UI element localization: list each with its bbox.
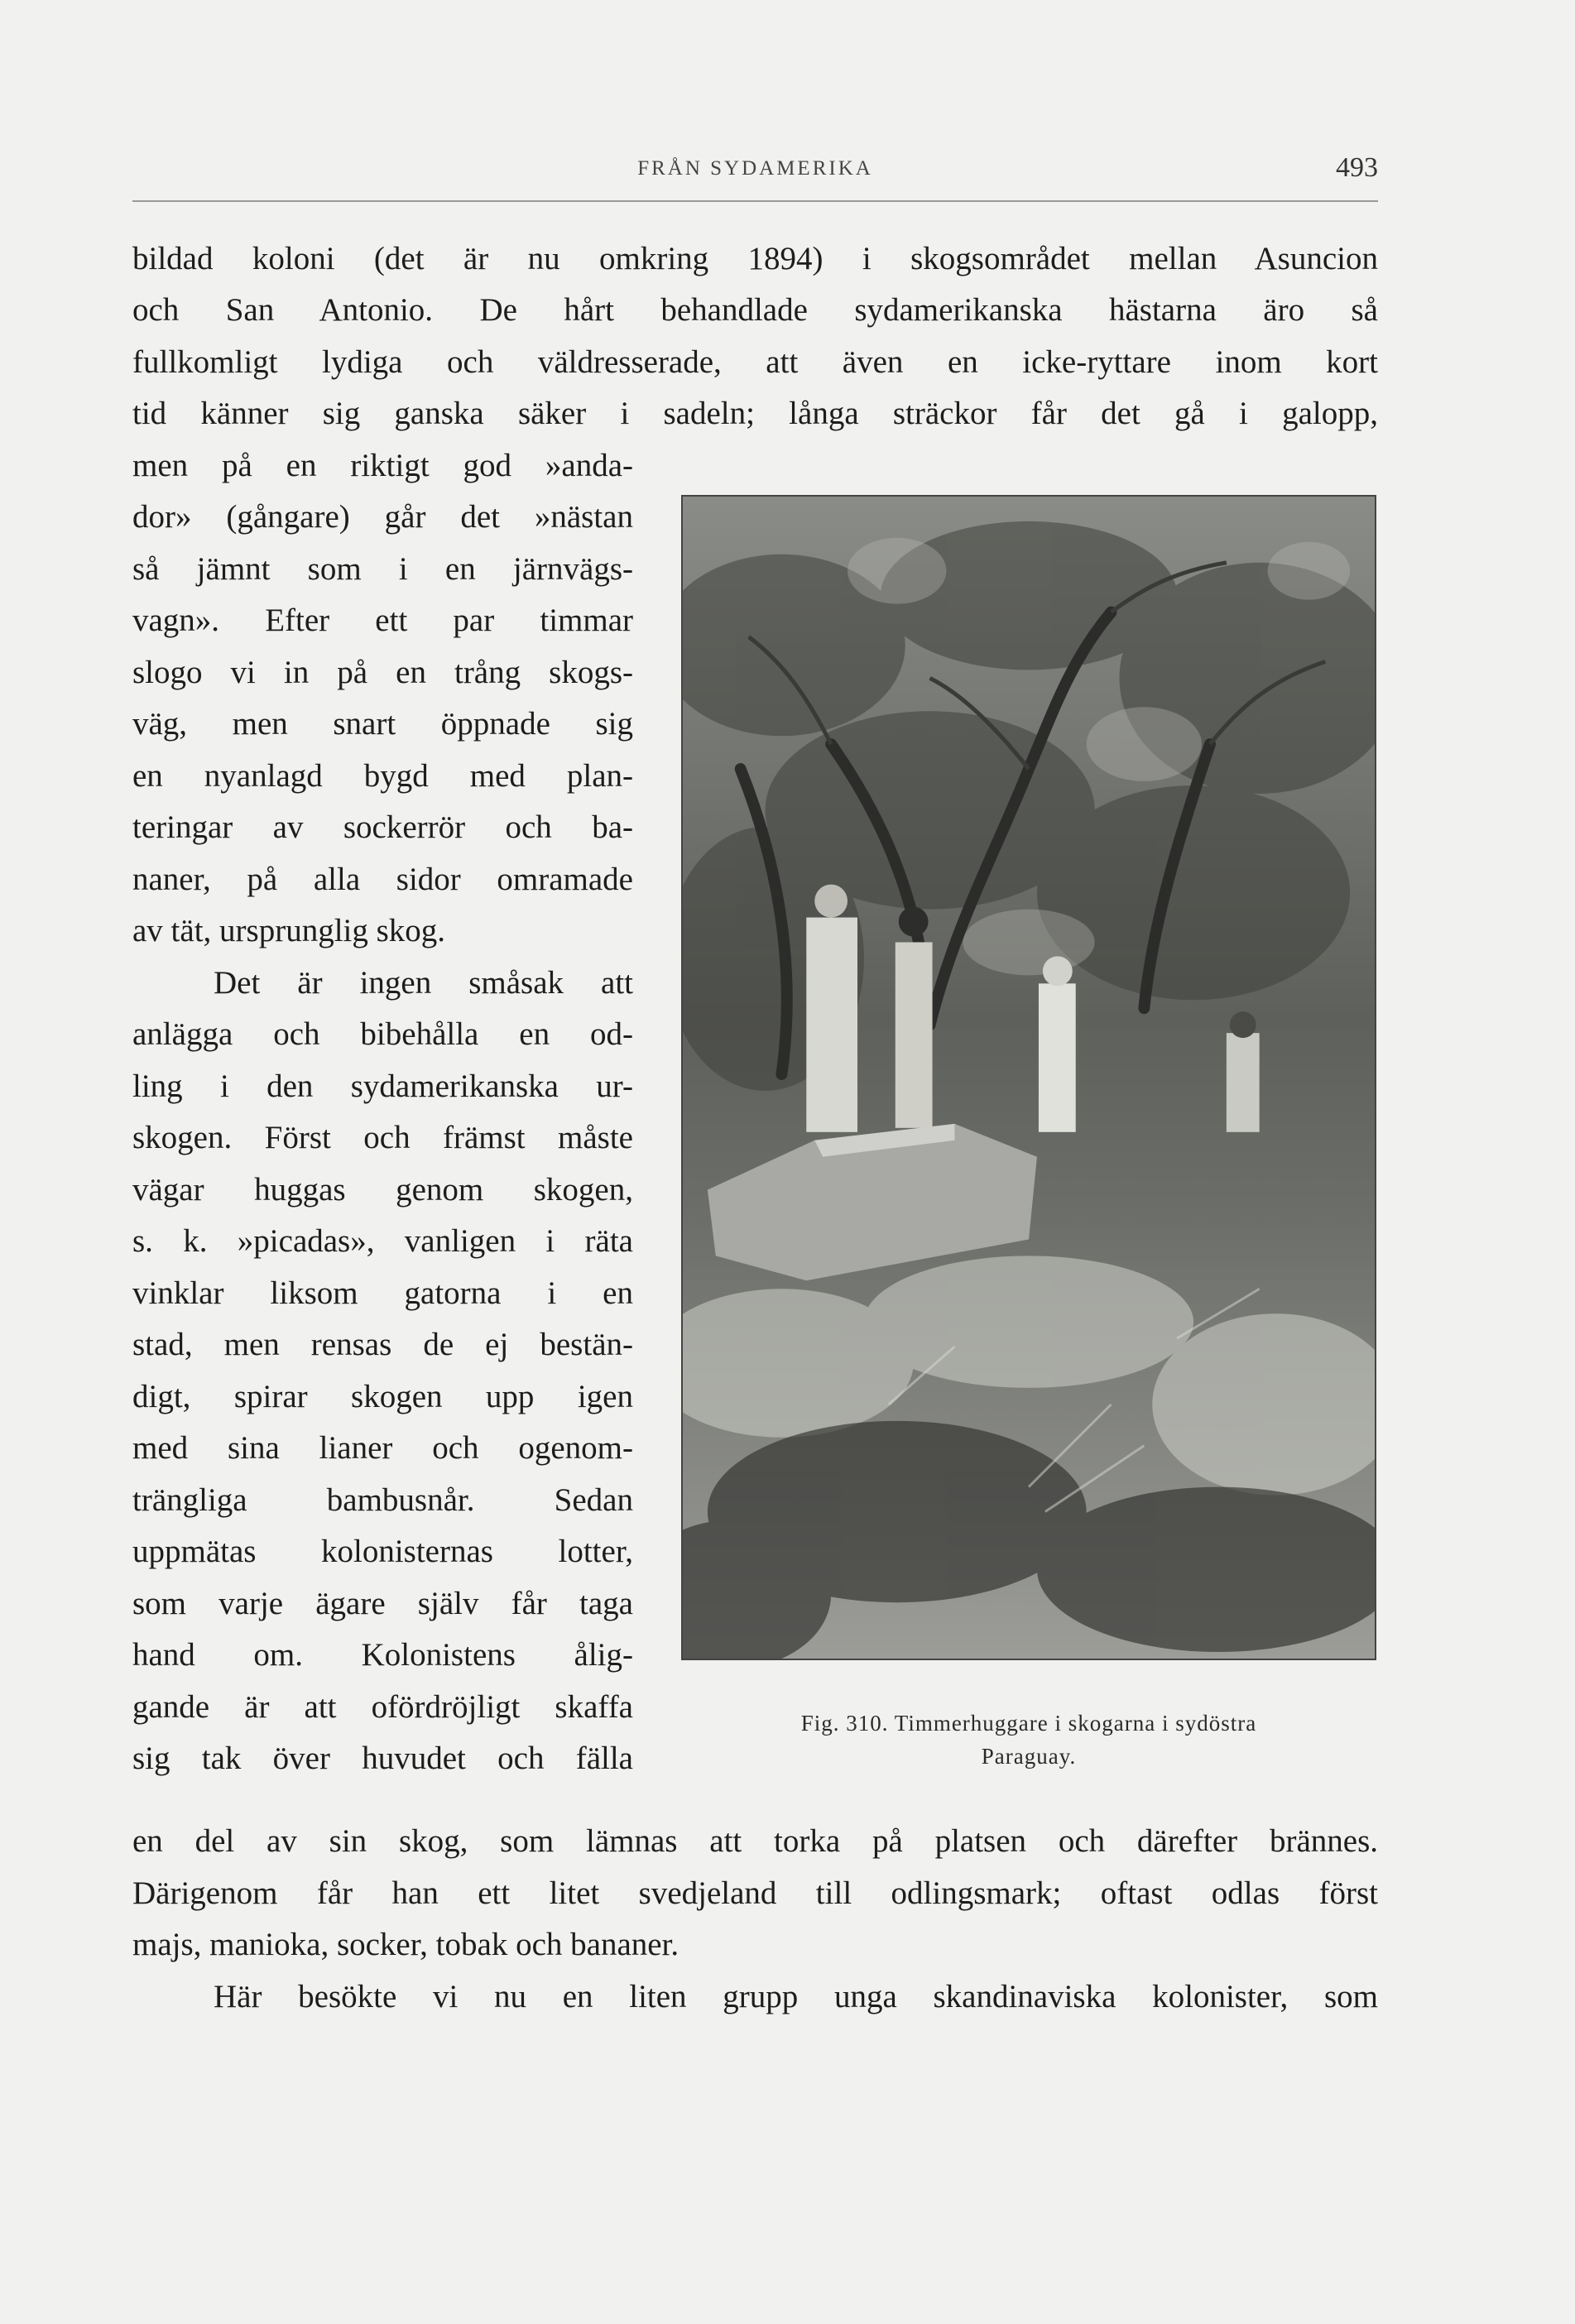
body-line: Därigenom får han ett litet svedjeland till odlingsmark; oftast odlas först [132, 1875, 1378, 1911]
body-line: bildad koloni (det är nu omkring 1894) i skogsområdet mellan Asuncion [132, 241, 1378, 276]
body-line: ling i den sydamerikanska ur- [132, 1068, 633, 1104]
paragraph-start-line: Det är ingen småsak att [214, 965, 633, 1001]
body-line: anlägga och bibehålla en od- [132, 1016, 633, 1052]
paragraph-start-line: Här besökte vi nu en liten grupp unga skandinaviska kolonister, som [214, 1979, 1378, 2014]
body-line: hand om. Kolonistens ålig- [132, 1637, 633, 1673]
body-line: vagn». Efter ett par timmar [132, 603, 633, 638]
body-line: med sina lianer och ogenom- [132, 1430, 633, 1466]
page-header [132, 149, 1378, 202]
body-line: tid känner sig ganska säker i sadeln; långa sträckor får det gå i galopp, [132, 396, 1378, 431]
body-line: väg, men snart öppnade sig [132, 706, 633, 742]
body-line: digt, spirar skogen upp igen [132, 1379, 633, 1414]
body-line: naner, på alla sidor omramade [132, 862, 633, 897]
forest-photo-illustration [683, 497, 1375, 1659]
running-head: FRÅN SYDAMERIKA [637, 157, 873, 180]
body-line: fullkomligt lydiga och väldresserade, att även en icke-ryttare inom kort [132, 344, 1378, 380]
body-line: trängliga bambusnår. Sedan [132, 1482, 633, 1518]
body-line: gande är att ofördröjligt skaffa [132, 1689, 633, 1725]
body-line: en del av sin skog, som lämnas att torka på platsen och därefter brännes. [132, 1823, 1378, 1859]
body-line: stad, men rensas de ej bestän- [132, 1327, 633, 1362]
body-line: s. k. »picadas», vanligen i räta [132, 1223, 633, 1259]
body-line: så jämnt som i en järnvägs- [132, 551, 633, 587]
body-line: skogen. Först och främst måste [132, 1120, 633, 1155]
body-line: slogo vi in på en trång skogs- [132, 655, 633, 690]
forest-photo-figure [681, 495, 1376, 1660]
body-line: en nyanlagd bygd med plan- [132, 758, 633, 794]
body-line: vägar huggas genom skogen, [132, 1172, 633, 1208]
body-line: majs, manioka, socker, tobak och bananer. [132, 1927, 679, 1962]
body-line: sig tak över huvudet och fälla [132, 1741, 633, 1776]
body-line: av tät, ursprunglig skog. [132, 913, 446, 948]
body-line: teringar av sockerrör och ba- [132, 809, 633, 845]
body-line: vinklar liksom gatorna i en [132, 1275, 633, 1311]
body-line: uppmätas kolonisternas lotter, [132, 1534, 633, 1569]
page-number: 493 [1336, 152, 1378, 183]
figure-caption-continued: Paraguay. [981, 1744, 1077, 1769]
figure-caption: Fig. 310. Timmerhuggare i skogarna i sydöstra [800, 1711, 1257, 1736]
body-line: och San Antonio. De hårt behandlade sydamerikanska hästarna äro så [132, 292, 1378, 328]
body-line: dor» (gångare) går det »nästan [132, 499, 633, 535]
body-line: men på en riktigt god »anda- [132, 448, 633, 483]
body-line: som varje ägare själv får taga [132, 1586, 633, 1621]
